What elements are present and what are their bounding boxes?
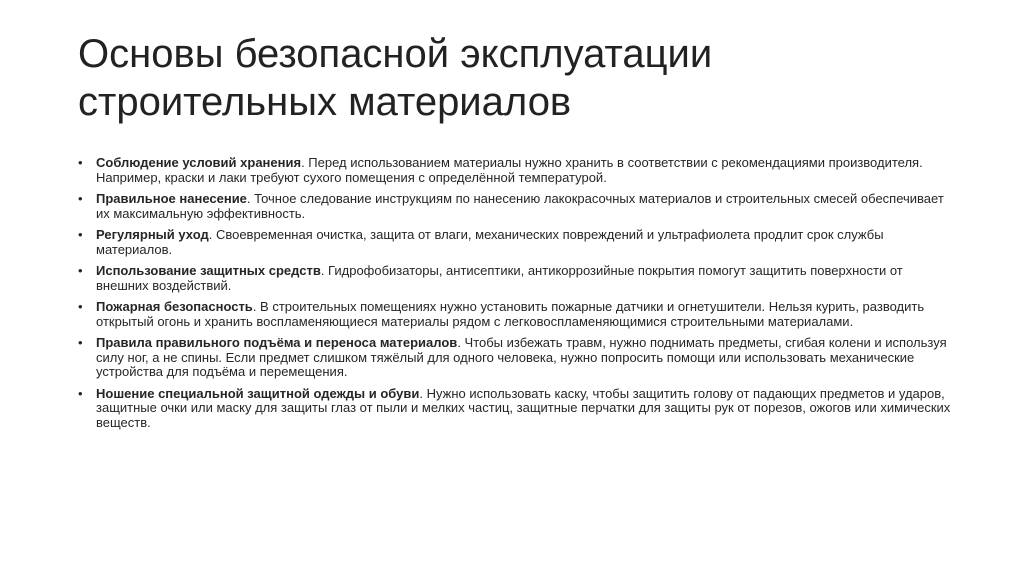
title-line-2: строительных материалов [78,80,572,124]
bullet-text: . Нужно использовать каску, чтобы защитить голову от падающих предметов и ударов, защитные очки или маску для защиты глаз от пыли и мелких частиц, защитные перчатки для защиты рук от порезов, ожогов или химических веществ. [96,385,951,430]
bullet-item-fire-safety [78,300,958,329]
bullet-icon: • [78,299,83,314]
bullet-term: Использование защитных средств [96,263,321,278]
bullet-text: . Точное следование инструкциям по нанесению лакокрасочных материалов и строительных смесей обеспечивает их максимальную эффективность. [96,191,944,221]
bullet-term: Регулярный уход [96,227,209,242]
bullet-icon: • [78,335,83,350]
bullet-item-protective-clothing [78,387,958,431]
bullet-term: Ношение специальной защитной одежды и обуви [96,385,420,401]
bullet-item-storage [78,156,958,185]
bullet-item-protection [78,264,958,293]
bullet-icon: • [78,385,83,401]
bullet-item-care [78,228,958,257]
bullet-term: Правила правильного подъёма и переноса материалов [96,335,458,350]
bullet-text: . В строительных помещениях нужно установить пожарные датчики и огнетушители. Нельзя курить, разводить открытый огонь и хранить воспламеняющиеся материалы рядом с легковоспламеняющимися строительными материалами. [96,299,925,329]
bullet-icon: • [78,227,83,242]
bullet-term: Соблюдение условий хранения [96,155,302,170]
bullet-text: . Перед использованием материалы нужно хранить в соответствии с рекомендациями производителя. Например, краски и лаки требуют сухого помещения с определённой температурой. [96,155,923,185]
title-line-1: Основы безопасной эксплуатации [78,32,713,76]
bullet-item-lifting [78,336,958,380]
bullet-text: . Гидрофобизаторы, антисептики, антикоррозийные покрытия помогут защитить поверхности от внешних воздействий. [96,263,903,293]
bullet-term: Правильное нанесение [96,191,247,206]
slide-title [78,30,958,126]
bullet-icon: • [78,263,83,278]
bullet-term: Пожарная безопасность [96,299,253,314]
bullet-text: . Своевременная очистка, защита от влаги, механических повреждений и ультрафиолета продлит срок службы материалов. [96,227,884,257]
bullet-item-application [78,192,958,221]
bullet-icon: • [78,191,83,206]
bullet-icon: • [78,155,83,170]
bullet-list [78,156,958,437]
bullet-text: . Чтобы избежать травм, нужно поднимать предметы, сгибая колени и используя силу ног, а не спины. Если предмет слишком тяжёлый для одного человека, нужно попросить помощи или использовать механические устройства для подъёма и перемещения. [96,335,947,379]
